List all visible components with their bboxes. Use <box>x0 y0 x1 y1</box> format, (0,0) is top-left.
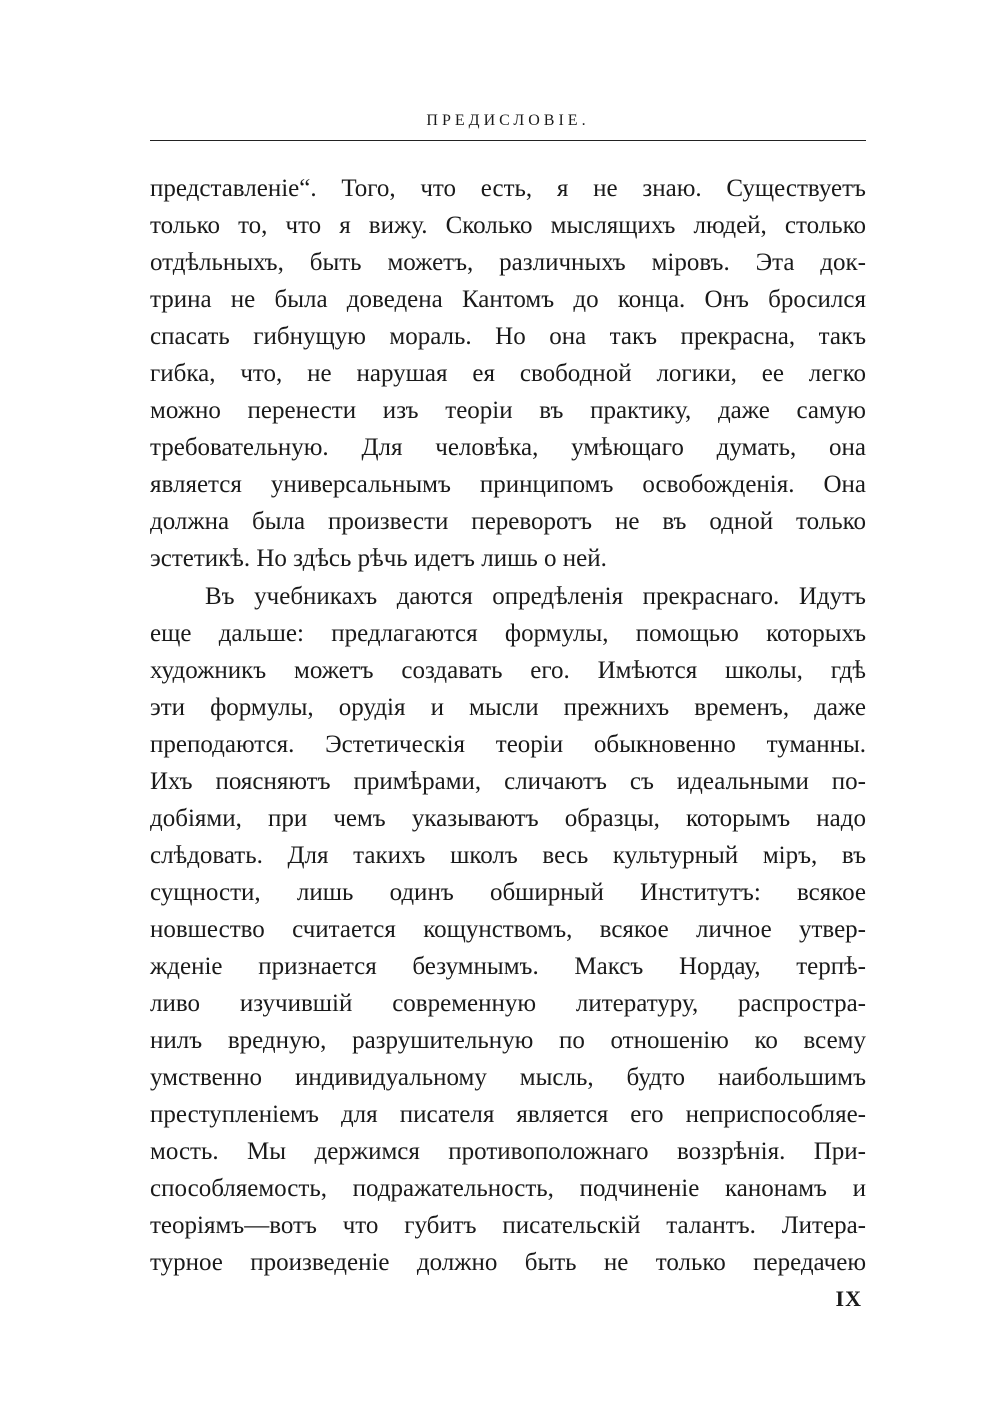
text-line: только то, что я вижу. Сколько мыслящихъ людей, столько <box>150 212 866 240</box>
text-line: жденіе признается безумнымъ. Максъ Нордау, терпѣ- <box>150 952 866 980</box>
body-text <box>150 170 866 1281</box>
text-line: добіями, при чемъ указываютъ образцы, которымъ надо <box>150 804 866 832</box>
text-line: трина не была доведена Кантомъ до конца. Онъ бросился <box>150 286 866 314</box>
paragraph <box>150 578 866 1282</box>
header-rule <box>150 140 866 141</box>
text-line: турное произведеніе должно быть не только передачею <box>150 1249 866 1277</box>
text-line: спасать гибнущую мораль. Но она такъ прекрасна, такъ <box>150 323 866 351</box>
text-line: сущности, лишь одинъ обширный Институтъ: всякое <box>150 878 866 906</box>
text-line: умственно индивидуальному мысль, будто наибольшимъ <box>150 1064 866 1092</box>
text-line: новшество считается кощунствомъ, всякое личное утвер- <box>150 915 866 943</box>
text-line: требовательную. Для человѣка, умѣющаго думать, она <box>150 434 866 462</box>
text-line: гибка, что, не нарушая ея свободной логики, ее легко <box>150 360 866 388</box>
text-line: способляемость, подражательность, подчиненіе канонамъ и <box>150 1175 866 1203</box>
text-line: является универсальнымъ принципомъ освобожденія. Она <box>150 471 866 499</box>
text-line: художникъ можетъ создавать его. Имѣются школы, гдѣ <box>150 656 866 684</box>
text-line: нилъ вредную, разрушительную по отношенію ко всему <box>150 1027 866 1055</box>
text-line: мость. Мы держимся противоположнаго воззрѣнія. При- <box>150 1138 866 1166</box>
text-line: эти формулы, орудія и мысли прежнихъ временъ, даже <box>150 693 866 721</box>
text-line: представленіе“. Того, что есть, я не знаю. Существуетъ <box>150 175 866 202</box>
text-line: слѣдовать. Для такихъ школъ весь культурный міръ, въ <box>150 841 866 869</box>
text-line: отдѣльныхъ, быть можетъ, различныхъ міровъ. Эта док- <box>150 249 866 277</box>
text-line: Ихъ поясняютъ примѣрами, сличаютъ съ идеальными по- <box>150 767 866 795</box>
text-line: преступленіемъ для писателя является его неприспособляе- <box>150 1101 866 1129</box>
text-line: Въ учебникахъ даются опредѣленія прекраснаго. Идутъ <box>205 582 866 610</box>
page-number: IX <box>835 1286 862 1311</box>
text-line: эстетикѣ. Но здѣсь рѣчь идетъ лишь о ней. <box>150 545 607 573</box>
paragraph <box>150 170 866 578</box>
text-line: теоріямъ—вотъ что губитъ писательскій талантъ. Литера- <box>150 1212 866 1240</box>
text-line: можно перенести изъ теоріи въ практику, даже самую <box>150 397 866 425</box>
running-title: ПРЕДИСЛОВІЕ. <box>426 112 590 129</box>
text-line: ливо изучившій современную литературу, распростра- <box>150 990 866 1018</box>
text-line: преподаются. Эстетическія теоріи обыкновенно туманны. <box>150 730 866 758</box>
text-line: должна была произвести переворотъ не въ одной только <box>150 508 866 536</box>
text-line: еще дальше: предлагаются формулы, помощью которыхъ <box>150 619 866 647</box>
